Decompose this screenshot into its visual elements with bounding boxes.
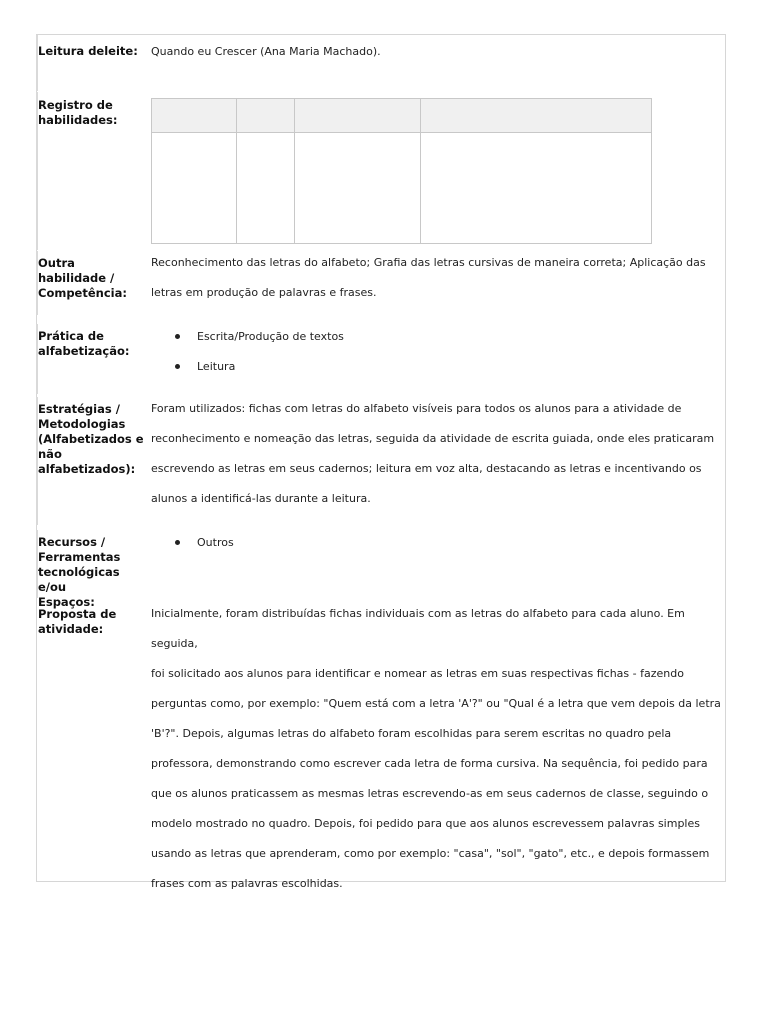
recursos-label-line: Espaços:	[38, 595, 95, 609]
estrategias-label-line: não alfabetizados):	[38, 447, 136, 476]
bullet-icon	[175, 540, 180, 545]
list-item-label: Outros	[197, 536, 234, 549]
recursos-list	[151, 535, 234, 565]
recursos-label-line: Ferramentas	[38, 550, 121, 564]
proposta-label-line2: atividade:	[38, 622, 104, 636]
estrategias-label-line: Metodologias	[38, 417, 126, 431]
pratica-label	[38, 329, 146, 359]
outra-label-line2: Competência:	[38, 286, 127, 300]
skills-cell	[237, 133, 295, 244]
list-item-label: Leitura	[197, 360, 236, 373]
proposta-line: frases com as palavras escolhidas.	[151, 877, 343, 890]
estrategias-line: escrevendo as letras em seus cadernos; leitura em voz alta, destacando as letras e incentivando os	[151, 462, 702, 475]
skills-cell	[295, 133, 421, 244]
bullet-icon	[175, 364, 180, 369]
list-item-label: Escrita/Produção de textos	[197, 330, 344, 343]
proposta-label	[38, 607, 146, 637]
outra-label-line1: Outra habilidade /	[38, 256, 115, 285]
pratica-label-line1: Prática de	[38, 329, 104, 343]
proposta-label-line1: Proposta de	[38, 607, 117, 621]
estrategias-label	[38, 402, 146, 477]
skills-header-cell	[421, 99, 652, 133]
skills-table	[151, 98, 652, 244]
estrategias-label-line: Estratégias /	[38, 402, 120, 416]
skills-header-cell	[295, 99, 421, 133]
estrategias-line: Foram utilizados: fichas com letras do alfabeto visíveis para todos os alunos para a atividade de	[151, 402, 682, 415]
proposta-line: modelo mostrado no quadro. Depois, foi pedido para que aos alunos escrevessem palavras simples	[151, 817, 700, 830]
pratica-list	[151, 329, 344, 389]
list-item	[151, 329, 344, 359]
registro-label-line2: habilidades:	[38, 113, 118, 127]
estrategias-line: reconhecimento e nomeação das letras, seguida da atividade de escrita guiada, onde eles praticaram	[151, 432, 715, 445]
proposta-line: 'B'?". Depois, algumas letras do alfabeto foram escolhidas para serem escritas no quadro pela	[151, 727, 672, 740]
skills-table-header-row	[152, 99, 652, 133]
skills-header-cell	[152, 99, 237, 133]
recursos-label-line: tecnológicas e/ou	[38, 565, 120, 594]
proposta-line: Inicialmente, foram distribuídas fichas individuais com as letras do alfabeto para cada aluno. Em seguida,	[151, 607, 685, 650]
outra-text	[151, 248, 725, 308]
estrategias-line: alunos a identificá-las durante a leitura.	[151, 492, 371, 505]
list-item	[151, 535, 234, 565]
proposta-line: que os alunos praticassem as mesmas letras escrevendo-as em seus cadernos de classe, seguindo o	[151, 787, 709, 800]
recursos-label	[38, 535, 146, 610]
registro-label-line1: Registro de	[38, 98, 113, 112]
estrategias-label-line: (Alfabetizados e	[38, 432, 144, 446]
proposta-line: perguntas como, por exemplo: "Quem está com a letra 'A'?" ou "Qual é a letra que vem depois da letra	[151, 697, 721, 710]
leitura-value: Quando eu Crescer (Ana Maria Machado).	[151, 45, 381, 58]
proposta-line: usando as letras que aprenderam, como por exemplo: "casa", "sol", "gato", etc., e depois formassem	[151, 847, 710, 860]
skills-table-row	[152, 133, 652, 244]
skills-cell	[421, 133, 652, 244]
pratica-label-line2: alfabetização:	[38, 344, 130, 358]
proposta-text	[151, 599, 725, 899]
registro-label	[38, 98, 146, 128]
leitura-label: Leitura deleite:	[38, 44, 138, 58]
proposta-line: professora, demonstrando como escrever cada letra de forma cursiva. Na sequência, foi pedido para	[151, 757, 708, 770]
estrategias-text	[151, 394, 725, 514]
proposta-line: foi solicitado aos alunos para identificar e nomear as letras em suas respectivas fichas - fazendo	[151, 667, 684, 680]
skills-header-cell	[237, 99, 295, 133]
outra-label	[38, 256, 146, 301]
outra-line: Reconhecimento das letras do alfabeto; Grafia das letras cursivas de maneira correta; Aplicação das	[151, 256, 706, 269]
list-item	[151, 359, 344, 389]
recursos-label-line: Recursos /	[38, 535, 106, 549]
bullet-icon	[175, 334, 180, 339]
outra-line: letras em produção de palavras e frases.	[151, 286, 377, 299]
skills-cell	[152, 133, 237, 244]
